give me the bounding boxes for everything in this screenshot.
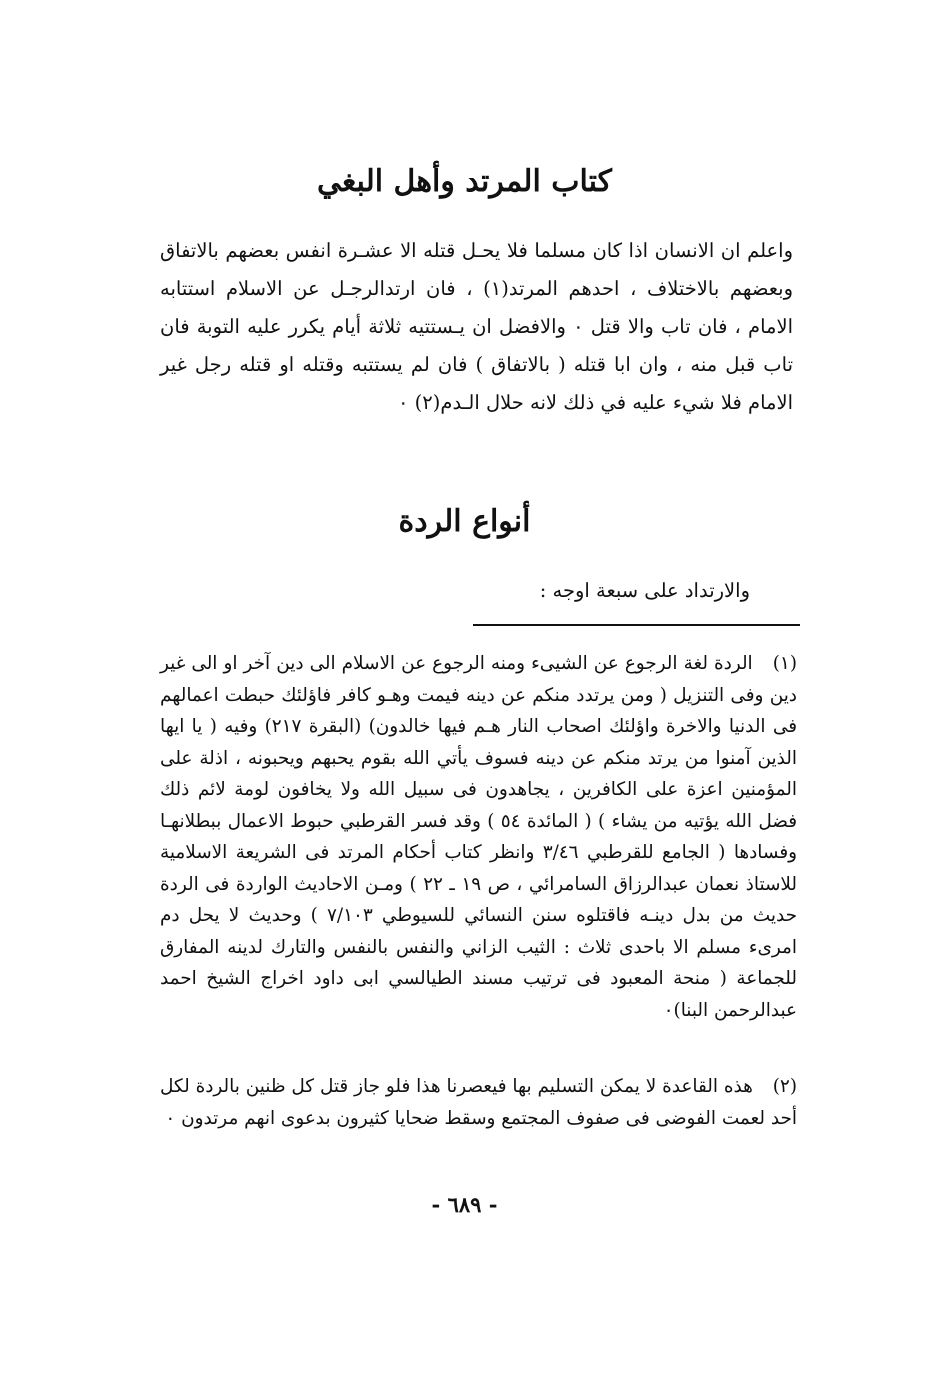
section-intro: والارتداد على سبعة اوجه : xyxy=(539,579,750,602)
footnote-2-number: (٢) xyxy=(772,1076,797,1097)
footnote-1-number: (١) xyxy=(772,653,797,674)
chapter-title: كتاب المرتد وأهل البغي xyxy=(317,164,612,199)
footnote-2-text: هذه القاعدة لا يمكن التسليم بها فيعصرنا هذا فلو جاز قتل كل ظنين بالردة لكل أحد لعمت الفوضى فى صفوف المجتمع وسقط ضحايا كثيرون بدعوى انهم مرتدون ٠ xyxy=(160,1076,797,1129)
page-number: - ٦٨٩ - xyxy=(431,1192,498,1217)
footnote-1 xyxy=(160,648,797,1026)
footnote-1-text: الردة لغة الرجوع عن الشيىء ومنه الرجوع عن الاسلام الى دين آخر او الى غير دين وفى التنزيل ( ومن يرتدد منكم عن دينه فيمت وهـو كافر فاؤلئك حبطت اعمالهم فى الدنيا والاخرة واؤلئك اصحاب النار هـم فيها خالدون) (البقرة ٢١٧) وفيه ( يا ايها الذين آمنوا من يرتد منكم عن دينه فسوف يأتي الله بقوم يحبهم ويحبونه ، اذلة على المؤمنين اعزة على الكافرين ، يجاهدون فى سبيل الله ولا يخافون لومة لائم ذلك فضل الله يؤتيه من يشاء ) ( المائدة ٥٤ ) وقد فسر القرطبي حبوط الاعمال ببطلانهـا وفسادها ( الجامع للقرطبي ٣/٤٦ وانظر كتاب أحكام المرتد فى الشريعة الاسلامية للاستاذ نعمان عبدالرزاق السامرائي ، ص ١٩ ـ ٢٢ ) ومـن الاحاديث الواردة فى الردة حديث من بدل دينـه فاقتلوه سنن النسائي للسيوطي ٧/١٠٣ ) وحديث لا يحل دم امرىء مسلم الا باحدى ثلاث : الثيب الزاني والنفس بالنفس والتارك لدينه المفارق للجماعة ( منحة المعبود فى ترتيب مسند الطيالسي ابى داود اخراج الشيخ احمد عبدالرحمن البنا)٠ xyxy=(160,653,798,1021)
footnote-2 xyxy=(160,1071,797,1134)
footnote-separator xyxy=(473,624,800,626)
section-title: أنواع الردة xyxy=(398,504,531,539)
chapter-paragraph: واعلم ان الانسان اذا كان مسلما فلا يحـل قتله الا عشـرة انفس بعضهم بالاتفاق وبعضهم بالاختلاف ، احدهم المرتد(١) ، فان ارتدالرجـل عن الاسلام استتابه الامام ، فان تاب والا قتل ٠ والافضل ان يـستتيه ثلاثة أيام يكرر عليه التوبة فان تاب قبل منه ، وان ابا قتله ( بالاتفاق ) فان لم يستتبه وقتله او قتله رجل غير الامام فلا شيء عليه في ذلك لانه حلال الـدم(٢) ٠ xyxy=(160,239,793,414)
